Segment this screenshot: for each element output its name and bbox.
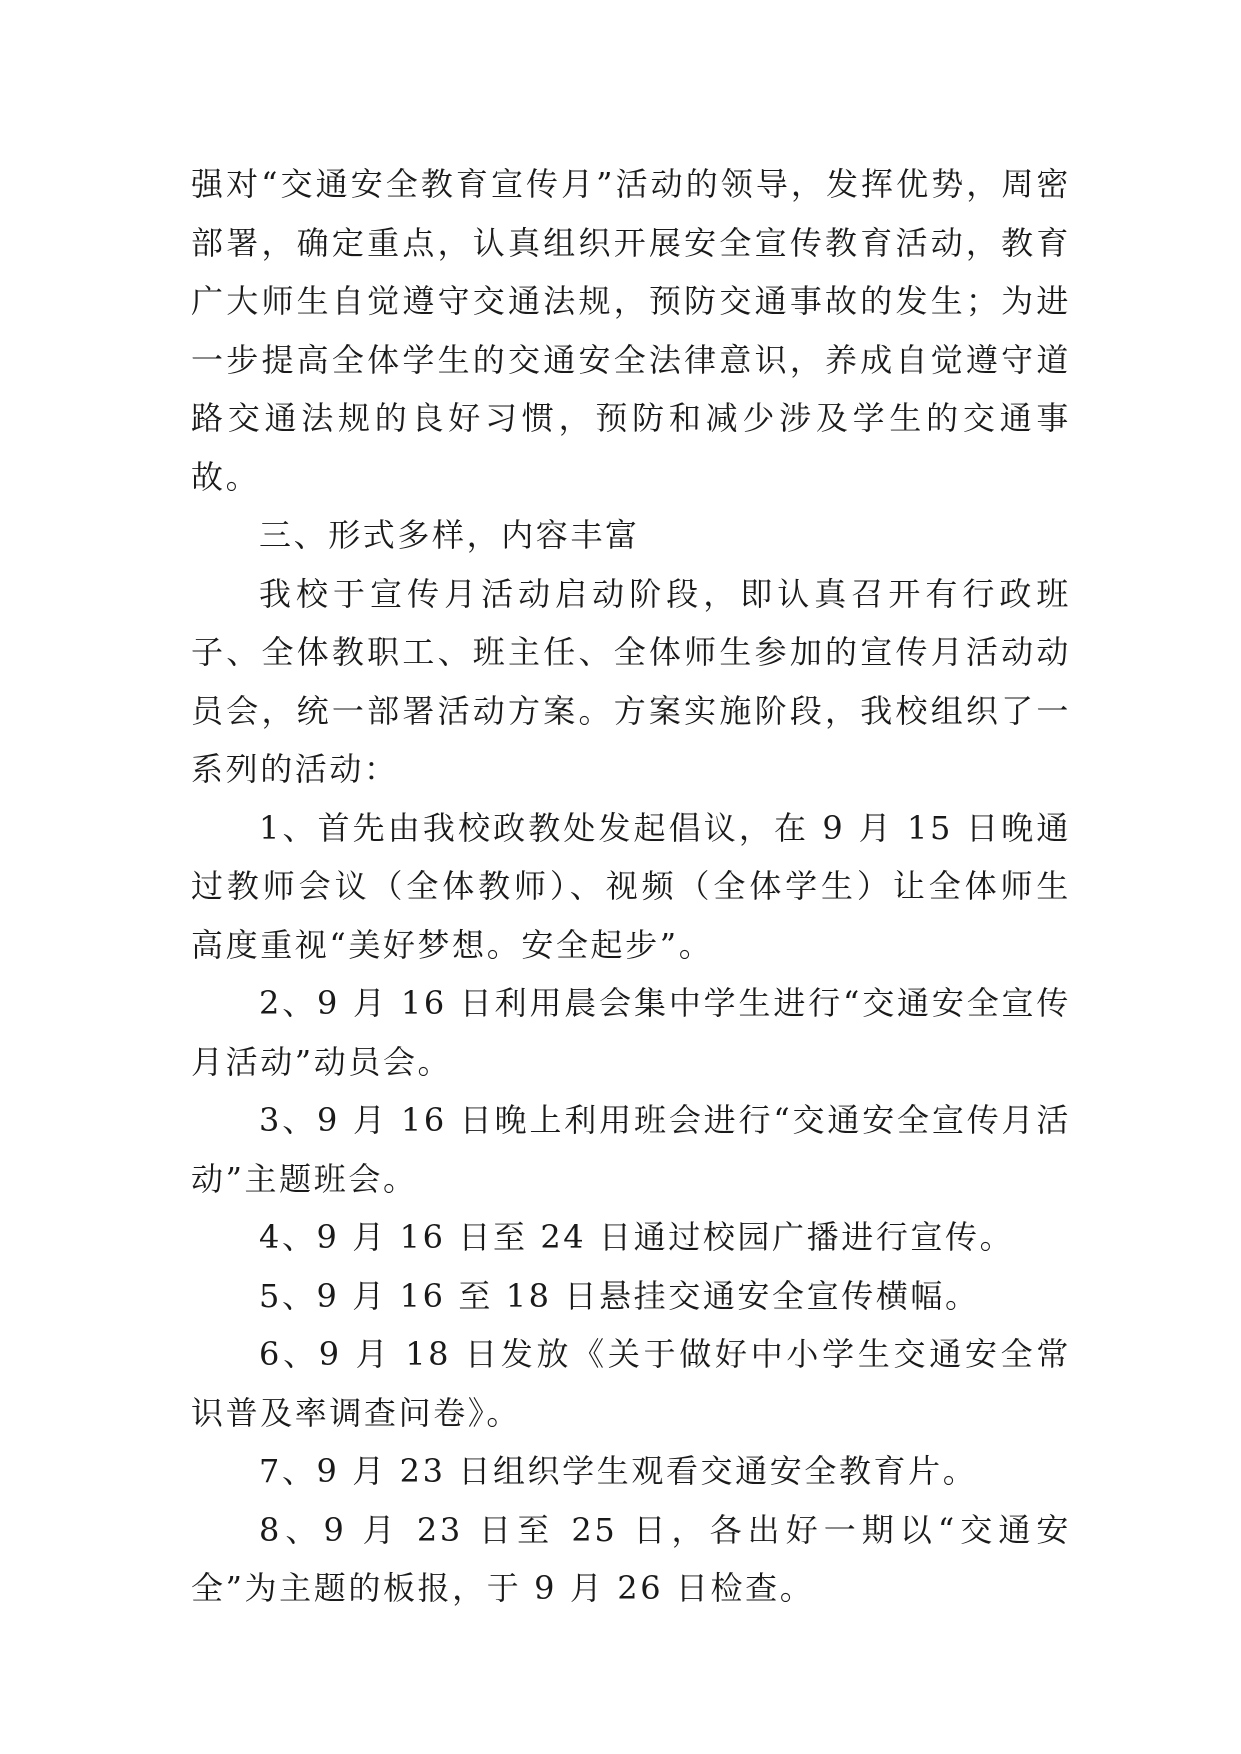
list-item-8: 8、9 月 23 日至 25 日，各出好一期以“交通安全”为主题的板报，于 9 月 26 日检查。 [191,1510,1071,1607]
paragraph-intro: 我校于宣传月活动启动阶段，即认真召开有行政班子、全体教职工、班主任、全体师生参加的宣传月活动动员会，统一部署活动方案。方案实施阶段，我校组织了一系列的活动： [191,574,1071,788]
section-heading-three: 三、形式多样，内容丰富 [259,516,640,554]
list-item-6: 6、9 月 18 日发放《关于做好中小学生交通安全常识普及率调查问卷》。 [191,1335,1071,1432]
list-item-4: 4、9 月 16 日至 24 日通过校园广播进行宣传。 [259,1218,1015,1256]
list-item-1: 1、首先由我校政教处发起倡议，在 9 月 15 日晚通过教师会议（全体教师）、视频（全体学生）让全体师生高度重视“美好梦想。安全起步”。 [191,808,1071,964]
list-item-2: 2、9 月 16 日利用晨会集中学生进行“交通安全宣传月活动”动员会。 [191,984,1071,1081]
list-item-5: 5、9 月 16 至 18 日悬挂交通安全宣传横幅。 [259,1276,980,1315]
paragraph-continuation: 强对“交通安全教育宣传月”活动的领导，发挥优势，周密部署，确定重点，认真组织开展安全宣传教育活动，教育广大师生自觉遵守交通法规，预防交通事故的发生；为进一步提高全体学生的交通安全法律意识，养成自觉遵守道路交通法规的良好习惯，预防和减少涉及学生的交通事故。 [191,165,1071,496]
list-item-3: 3、9 月 16 日晚上利用班会进行“交通安全宣传月活动”主题班会。 [191,1101,1071,1198]
document-body [191,155,1071,1618]
list-item-7: 7、9 月 23 日组织学生观看交通安全教育片。 [259,1452,978,1490]
